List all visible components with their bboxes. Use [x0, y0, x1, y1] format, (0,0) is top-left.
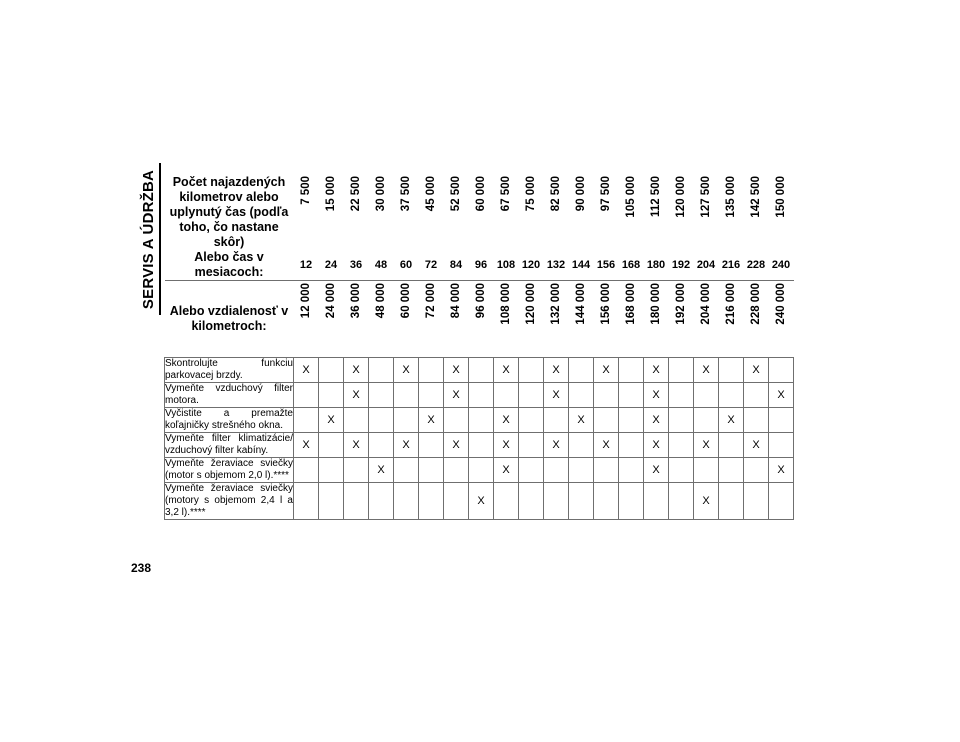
- km-value-cell: [394, 174, 419, 250]
- service-mark: [469, 383, 494, 408]
- table-row: [165, 408, 794, 433]
- service-mark: [769, 433, 794, 458]
- km-value: 22 500: [350, 176, 362, 212]
- service-mark: [769, 358, 794, 383]
- service-mark: [419, 433, 444, 458]
- months-value: 192: [669, 250, 694, 281]
- service-mark: X: [344, 358, 369, 383]
- months-value: 60: [394, 250, 419, 281]
- km-value: 127 500: [700, 176, 712, 218]
- service-mark: X: [644, 458, 669, 483]
- service-mark: [369, 433, 394, 458]
- service-mark: X: [494, 358, 519, 383]
- months-value: 72: [419, 250, 444, 281]
- service-mark: [569, 458, 594, 483]
- distance-value-cell: [719, 281, 744, 358]
- months-value: 144: [569, 250, 594, 281]
- service-mark: X: [594, 433, 619, 458]
- service-mark: [669, 433, 694, 458]
- table-row: [165, 483, 794, 520]
- months-value: 228: [744, 250, 769, 281]
- months-value: 24: [319, 250, 344, 281]
- service-mark: [569, 483, 594, 520]
- service-mark: X: [444, 433, 469, 458]
- distance-value: 228 000: [750, 283, 762, 325]
- service-mark: X: [694, 483, 719, 520]
- months-value: 120: [519, 250, 544, 281]
- service-mark: [369, 483, 394, 520]
- km-value: 75 000: [525, 176, 537, 212]
- service-mark: [294, 408, 319, 433]
- km-value-cell: [319, 174, 344, 250]
- km-value: 67 500: [500, 176, 512, 212]
- distance-value: 156 000: [600, 283, 612, 325]
- distance-value-cell: [319, 281, 344, 358]
- service-mark: [569, 383, 594, 408]
- km-value-cell: [719, 174, 744, 250]
- service-mark: X: [544, 383, 569, 408]
- header-distance-label: Alebo vzdialenosť v kilometroch:: [165, 281, 294, 358]
- service-mark: [469, 433, 494, 458]
- km-value-cell: [744, 174, 769, 250]
- km-value: 105 000: [625, 176, 637, 218]
- km-value: 37 500: [400, 176, 412, 212]
- service-mark: [619, 358, 644, 383]
- service-mark: [719, 383, 744, 408]
- task-description: Vymeňte žeraviace sviečky (motor s objemom 2,0 l).****: [165, 458, 293, 481]
- service-mark: [294, 383, 319, 408]
- service-mark: X: [544, 433, 569, 458]
- km-value-cell: [769, 174, 794, 250]
- service-mark: [744, 458, 769, 483]
- km-value-cell: [444, 174, 469, 250]
- service-mark: X: [719, 408, 744, 433]
- service-mark: X: [419, 408, 444, 433]
- distance-value: 108 000: [500, 283, 512, 325]
- header-months-label: Alebo čas v mesiacoch:: [165, 250, 294, 281]
- distance-value-cell: [369, 281, 394, 358]
- service-mark: [744, 383, 769, 408]
- task-description: Vymeňte filter klimatizácie/ vzduchový filter kabíny.: [165, 433, 293, 456]
- page-number: 238: [131, 561, 152, 575]
- distance-value: 48 000: [375, 283, 387, 319]
- months-value: 96: [469, 250, 494, 281]
- km-value: 15 000: [325, 176, 337, 212]
- months-value: 240: [769, 250, 794, 281]
- service-mark: [769, 483, 794, 520]
- distance-value: 180 000: [650, 283, 662, 325]
- distance-value-cell: [769, 281, 794, 358]
- distance-value-cell: [569, 281, 594, 358]
- service-mark: [719, 433, 744, 458]
- service-mark: [444, 458, 469, 483]
- service-mark: X: [294, 358, 319, 383]
- service-mark: [544, 483, 569, 520]
- service-mark: [494, 383, 519, 408]
- months-value: 180: [644, 250, 669, 281]
- service-mark: [619, 458, 644, 483]
- service-mark: [669, 458, 694, 483]
- service-mark: [719, 483, 744, 520]
- service-mark: X: [319, 408, 344, 433]
- distance-value-cell: [669, 281, 694, 358]
- km-value: 150 000: [775, 176, 787, 218]
- service-mark: [519, 433, 544, 458]
- service-mark: X: [294, 433, 319, 458]
- service-mark: [719, 358, 744, 383]
- service-mark: [594, 483, 619, 520]
- service-mark: [444, 408, 469, 433]
- service-mark: X: [769, 458, 794, 483]
- service-mark: X: [644, 408, 669, 433]
- months-value: 48: [369, 250, 394, 281]
- table-row: [165, 383, 794, 408]
- km-value-cell: [544, 174, 569, 250]
- service-mark: [469, 358, 494, 383]
- service-mark: [294, 458, 319, 483]
- service-mark: [519, 458, 544, 483]
- months-value: 168: [619, 250, 644, 281]
- service-mark: X: [369, 458, 394, 483]
- service-mark: [544, 458, 569, 483]
- months-value: 108: [494, 250, 519, 281]
- distance-value: 192 000: [675, 283, 687, 325]
- distance-value-cell: [419, 281, 444, 358]
- task-description: Vymeňte žeraviace sviečky (motory s objemom 2,4 l a 3,2 l).****: [165, 483, 293, 518]
- service-mark: X: [694, 433, 719, 458]
- km-value-cell: [469, 174, 494, 250]
- service-mark: X: [344, 383, 369, 408]
- service-mark: [619, 433, 644, 458]
- service-mark: [344, 458, 369, 483]
- header-row-distance: [165, 281, 794, 358]
- service-mark: X: [469, 483, 494, 520]
- km-value-cell: [569, 174, 594, 250]
- distance-value-cell: [444, 281, 469, 358]
- service-mark: [694, 408, 719, 433]
- service-mark: [319, 483, 344, 520]
- table-row: [165, 458, 794, 483]
- km-value-cell: [694, 174, 719, 250]
- service-mark: [519, 383, 544, 408]
- service-mark: X: [694, 358, 719, 383]
- months-value: 36: [344, 250, 369, 281]
- service-mark: X: [644, 358, 669, 383]
- distance-value: 84 000: [450, 283, 462, 319]
- service-mark: [694, 458, 719, 483]
- months-value: 84: [444, 250, 469, 281]
- km-value-cell: [419, 174, 444, 250]
- distance-value: 240 000: [775, 283, 787, 325]
- distance-value-cell: [344, 281, 369, 358]
- service-mark: [294, 483, 319, 520]
- service-mark: [594, 458, 619, 483]
- service-mark: [719, 458, 744, 483]
- table-row: [165, 358, 794, 383]
- service-mark: [319, 458, 344, 483]
- km-value-cell: [369, 174, 394, 250]
- service-mark: [494, 483, 519, 520]
- distance-value: 216 000: [725, 283, 737, 325]
- service-mark: [469, 408, 494, 433]
- service-mark: [369, 358, 394, 383]
- service-mark: X: [644, 433, 669, 458]
- header-row-months: [165, 250, 794, 281]
- km-value: 30 000: [375, 176, 387, 212]
- km-value: 112 500: [650, 176, 662, 217]
- distance-value: 72 000: [425, 283, 437, 319]
- service-mark: [394, 483, 419, 520]
- maintenance-schedule-table: [164, 174, 794, 520]
- km-value: 45 000: [425, 176, 437, 212]
- service-mark: X: [544, 358, 569, 383]
- service-mark: [394, 383, 419, 408]
- km-value: 120 000: [675, 176, 687, 218]
- service-mark: [669, 483, 694, 520]
- km-value: 60 000: [475, 176, 487, 212]
- distance-value: 132 000: [550, 283, 562, 325]
- table-row: [165, 433, 794, 458]
- service-mark: [419, 458, 444, 483]
- km-value-cell: [619, 174, 644, 250]
- service-mark: X: [594, 358, 619, 383]
- service-mark: [519, 483, 544, 520]
- service-mark: [644, 483, 669, 520]
- km-value: 142 500: [750, 176, 762, 218]
- km-value-cell: [494, 174, 519, 250]
- distance-value-cell: [619, 281, 644, 358]
- service-mark: [444, 483, 469, 520]
- distance-value-cell: [694, 281, 719, 358]
- service-mark: [619, 383, 644, 408]
- service-mark: X: [494, 458, 519, 483]
- km-value-cell: [644, 174, 669, 250]
- distance-value: 204 000: [700, 283, 712, 325]
- service-mark: [369, 408, 394, 433]
- service-mark: [594, 408, 619, 433]
- service-mark: [619, 483, 644, 520]
- section-title-vertical: [138, 163, 160, 315]
- service-mark: [519, 358, 544, 383]
- distance-value: 36 000: [350, 283, 362, 319]
- service-mark: [569, 358, 594, 383]
- distance-value: 168 000: [625, 283, 637, 325]
- service-mark: [394, 458, 419, 483]
- service-mark: X: [344, 433, 369, 458]
- distance-value-cell: [744, 281, 769, 358]
- distance-value: 12 000: [300, 283, 312, 319]
- km-value: 135 000: [725, 176, 737, 218]
- distance-value-cell: [644, 281, 669, 358]
- distance-value: 24 000: [325, 283, 337, 319]
- distance-value-cell: [544, 281, 569, 358]
- service-mark: X: [744, 433, 769, 458]
- service-mark: [669, 358, 694, 383]
- distance-value: 144 000: [575, 283, 587, 325]
- months-value: 156: [594, 250, 619, 281]
- km-value-cell: [594, 174, 619, 250]
- km-value: 7 500: [300, 176, 312, 205]
- service-mark: [619, 408, 644, 433]
- service-mark: [319, 433, 344, 458]
- km-value: 97 500: [600, 176, 612, 212]
- service-mark: [344, 408, 369, 433]
- km-value-cell: [519, 174, 544, 250]
- service-mark: [469, 458, 494, 483]
- task-description: Vyčistite a premažte koľajničky strešného okna.: [165, 408, 293, 431]
- service-mark: X: [494, 433, 519, 458]
- service-mark: [419, 483, 444, 520]
- service-mark: [669, 408, 694, 433]
- km-value: 52 500: [450, 176, 462, 212]
- km-value: 82 500: [550, 176, 562, 212]
- distance-value-cell: [519, 281, 544, 358]
- service-mark: X: [444, 383, 469, 408]
- months-value: 12: [294, 250, 319, 281]
- service-mark: [344, 483, 369, 520]
- service-mark: [744, 483, 769, 520]
- service-mark: [369, 383, 394, 408]
- distance-value-cell: [394, 281, 419, 358]
- service-mark: [319, 383, 344, 408]
- distance-value-cell: [594, 281, 619, 358]
- header-row-km: [165, 174, 794, 250]
- service-mark: [669, 383, 694, 408]
- service-mark: [519, 408, 544, 433]
- months-value: 216: [719, 250, 744, 281]
- service-mark: [694, 383, 719, 408]
- service-mark: [544, 408, 569, 433]
- task-description: Skontrolujte funkciu parkovacej brzdy.: [165, 358, 293, 381]
- distance-value-cell: [469, 281, 494, 358]
- service-mark: [769, 408, 794, 433]
- service-mark: X: [494, 408, 519, 433]
- service-mark: X: [744, 358, 769, 383]
- service-mark: [569, 433, 594, 458]
- service-mark: X: [394, 433, 419, 458]
- service-mark: X: [394, 358, 419, 383]
- km-value: 90 000: [575, 176, 587, 212]
- service-mark: [419, 383, 444, 408]
- km-value-cell: [294, 174, 319, 250]
- service-mark: X: [769, 383, 794, 408]
- distance-value-cell: [294, 281, 319, 358]
- months-value: 204: [694, 250, 719, 281]
- service-mark: [744, 408, 769, 433]
- section-title: SERVIS A ÚDRŽBA: [140, 169, 158, 309]
- distance-value: 96 000: [475, 283, 487, 319]
- header-km-label: Počet najazdených kilometrov alebo uplynutý čas (podľa toho, čo nastane skôr): [169, 174, 289, 249]
- service-mark: X: [569, 408, 594, 433]
- task-description: Vymeňte vzduchový filter motora.: [165, 383, 293, 406]
- distance-value: 60 000: [400, 283, 412, 319]
- service-mark: X: [444, 358, 469, 383]
- service-mark: [594, 383, 619, 408]
- months-value: 132: [544, 250, 569, 281]
- distance-value-cell: [494, 281, 519, 358]
- service-mark: [319, 358, 344, 383]
- section-divider: [159, 163, 161, 315]
- distance-value: 120 000: [525, 283, 537, 325]
- km-value-cell: [669, 174, 694, 250]
- km-value-cell: [344, 174, 369, 250]
- service-mark: [394, 408, 419, 433]
- service-mark: [419, 358, 444, 383]
- service-mark: X: [644, 383, 669, 408]
